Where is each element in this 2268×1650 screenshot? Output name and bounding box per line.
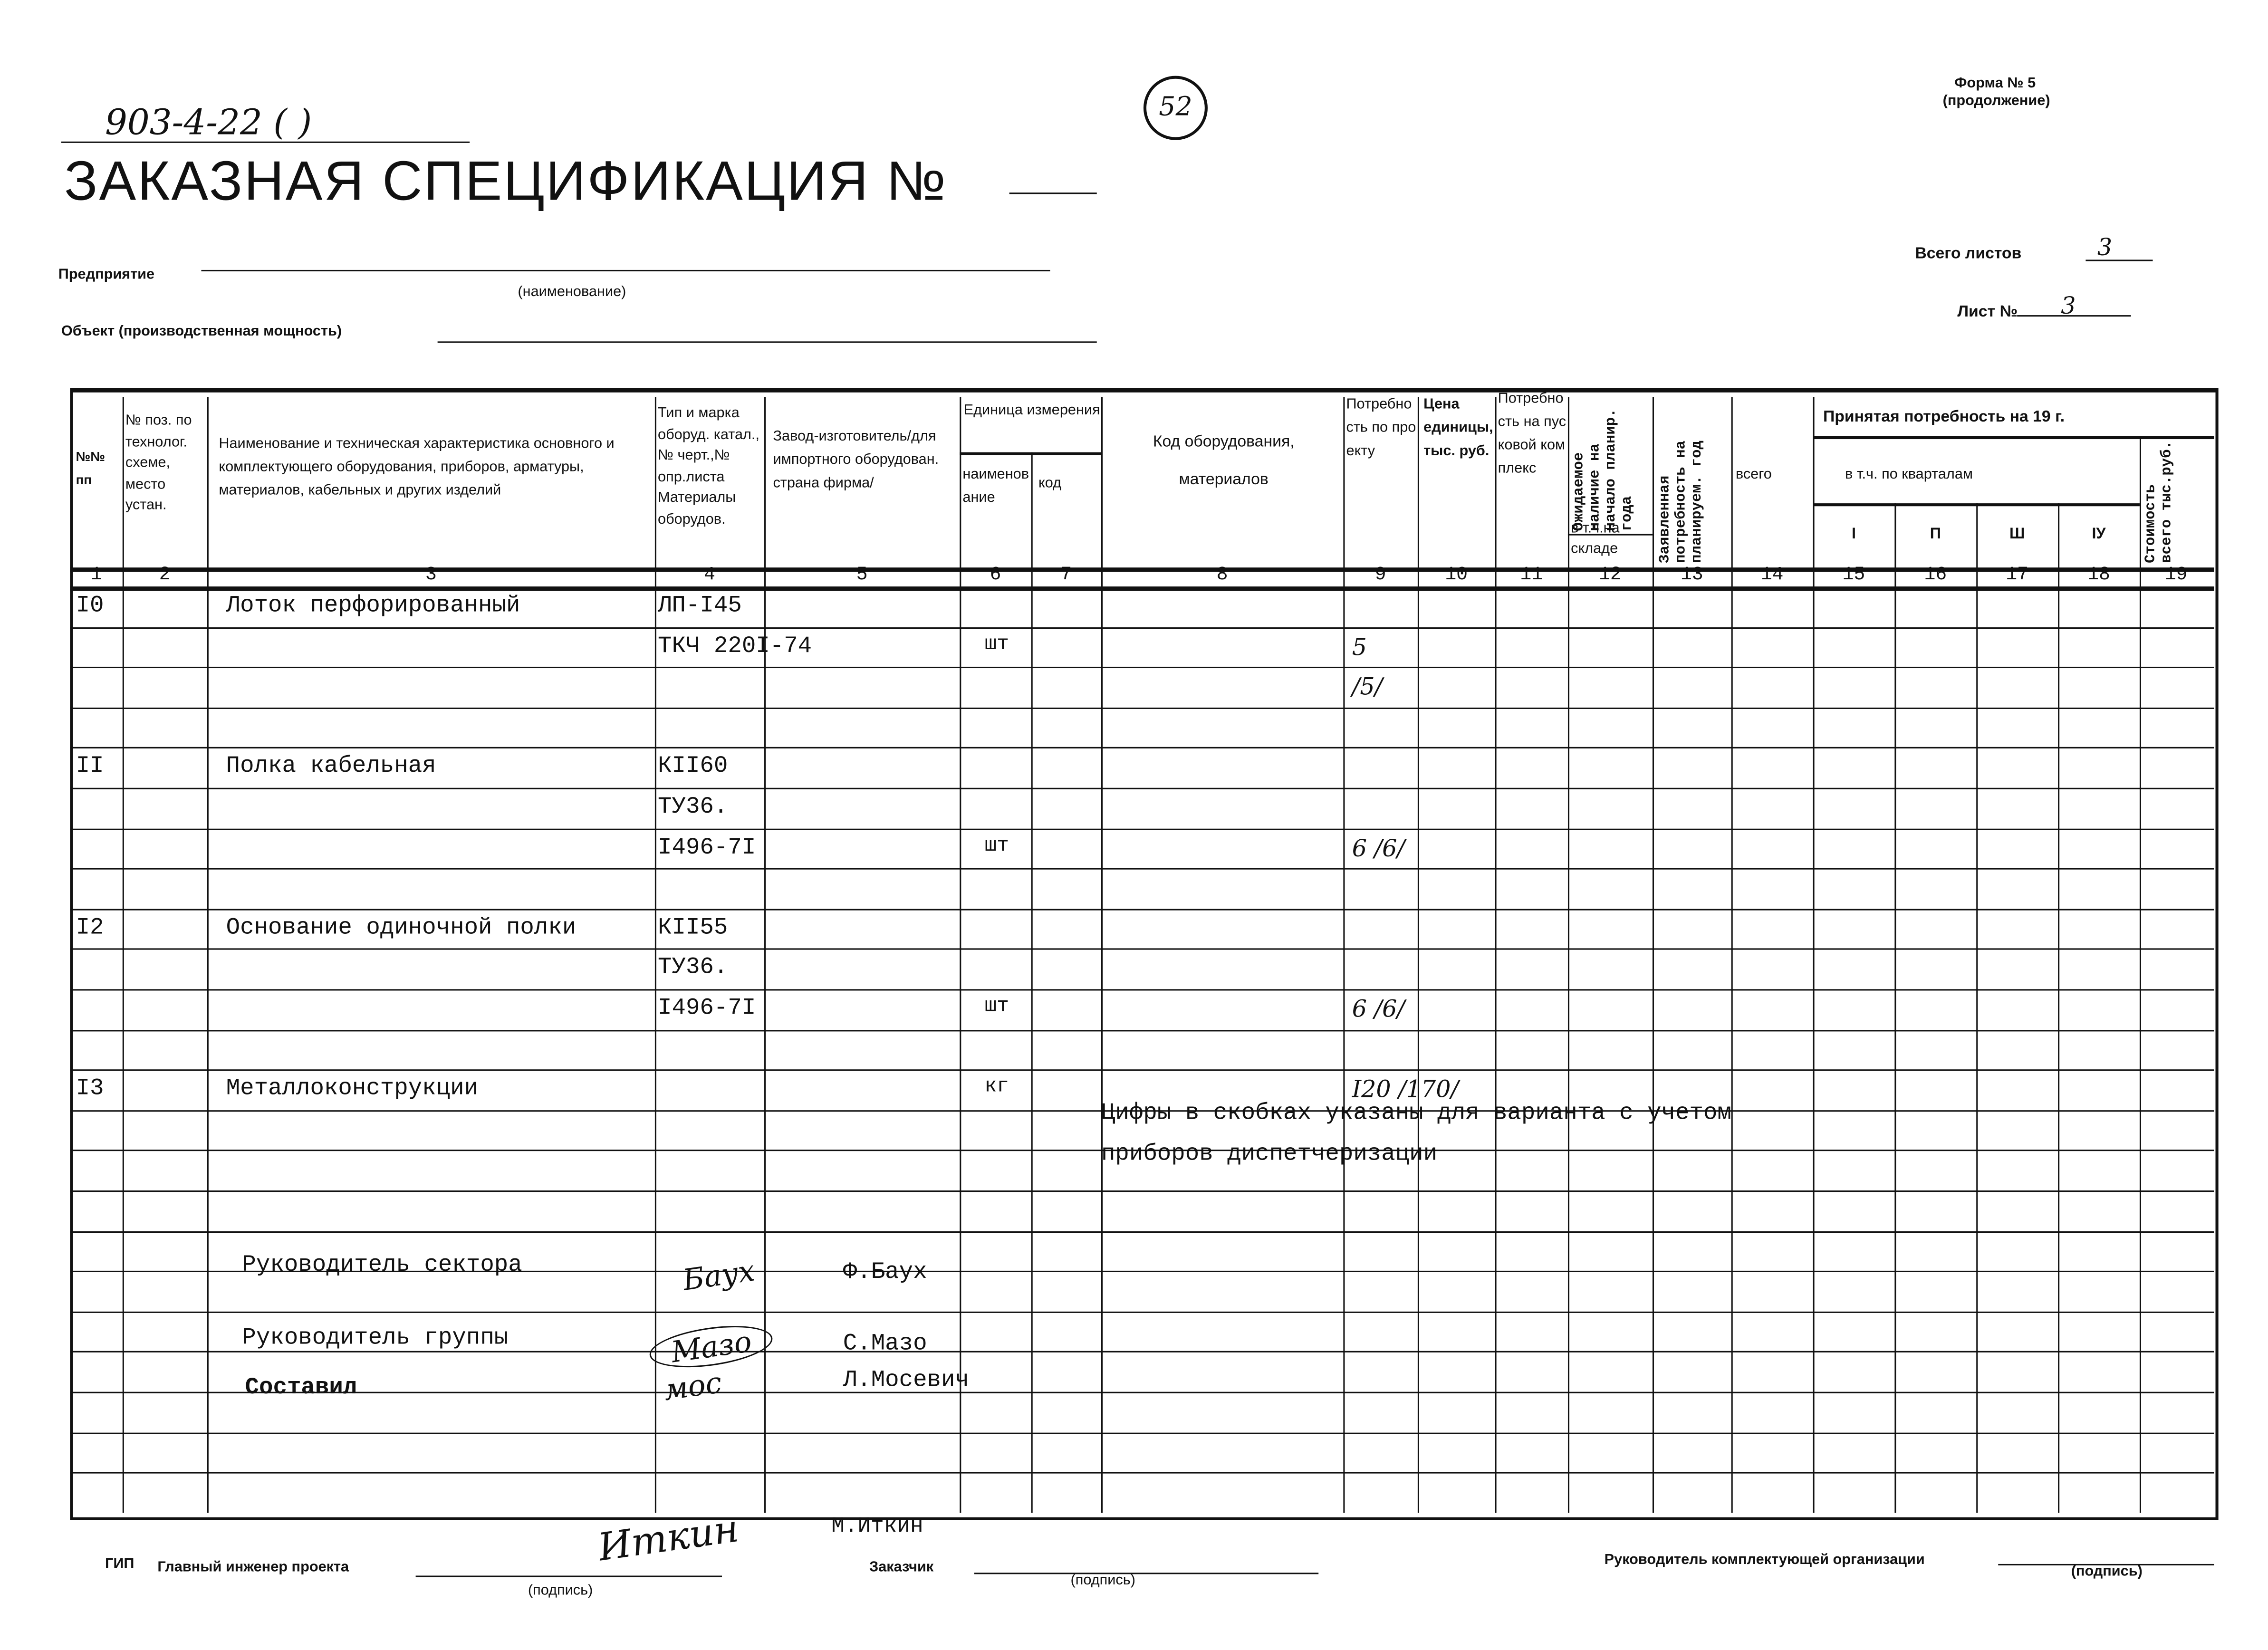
row-divider [70, 1029, 2214, 1031]
col-header-11: Потребность на пусковой комплекс [1498, 391, 1566, 477]
signer-role-sector: Руководитель сектора [242, 1251, 522, 1278]
enterprise-field[interactable] [201, 270, 1050, 271]
row-divider [70, 868, 2214, 870]
sheet-line [2017, 315, 2131, 317]
signer-name-group: С.Мазо [843, 1330, 927, 1357]
column-number: 9 [1374, 563, 1386, 585]
entry-qty: I20 /170/ [1352, 1075, 1459, 1103]
signer-name-compiled: Л.Мосевич [843, 1367, 969, 1393]
col-header-6: наименование [962, 467, 1029, 507]
page-mark: 52 [1144, 76, 1208, 140]
entry-no: I2 [76, 914, 104, 941]
signature-compiled: мос [661, 1364, 724, 1408]
row-divider [70, 1070, 2214, 1071]
column-divider [1976, 503, 1978, 1513]
row-divider [70, 707, 2214, 709]
signature-group: Мазо [647, 1319, 776, 1374]
row-divider [70, 667, 2214, 669]
org-head-label: Руководитель комплектующей организации [1604, 1552, 1925, 1569]
row-divider [70, 1231, 2214, 1232]
row-divider [70, 949, 2214, 950]
object-label: Объект (производственная мощность) [61, 324, 342, 340]
row-divider [70, 1472, 2214, 1474]
entry-qty: /5/ [1352, 672, 1383, 701]
entry-type: I496-7I [658, 834, 756, 860]
column-number: 4 [703, 563, 715, 585]
entry-unit: шт [984, 834, 1009, 857]
entry-name: Лоток перфорированный [226, 592, 520, 619]
row-divider [70, 788, 2214, 789]
form-sub: (продолжение) [1942, 93, 2050, 110]
col-header-16: П [1930, 525, 1941, 543]
chief-signature: Иткин [596, 1507, 742, 1571]
row-divider [70, 1352, 2214, 1353]
entry-no: II [76, 753, 104, 780]
accepted-header: Принятая потребность на 19 г. [1823, 408, 2065, 426]
col-header-15: I [1851, 525, 1856, 543]
row-divider [70, 828, 2214, 829]
column-divider [1894, 503, 1896, 1513]
entry-type: КII55 [658, 914, 728, 941]
column-number: 1 [90, 563, 102, 585]
org-signature-hint: (подпись) [2071, 1564, 2143, 1580]
entry-name: Полка кабельная [226, 753, 436, 780]
entry-type: КII60 [658, 753, 728, 780]
page-title: ЗАКАЗНАЯ СПЕЦИФИКАЦИЯ № [64, 152, 948, 213]
title-number-line [1009, 192, 1097, 194]
entry-type: ЛП-I45 [658, 592, 742, 619]
object-field[interactable] [438, 341, 1097, 343]
entry-name: Металлоконструкции [226, 1075, 479, 1102]
column-number: 13 [1680, 563, 1703, 585]
column-number: 2 [159, 563, 171, 585]
col-header-12: Ожидаемое наличие на начало планир. года [1572, 408, 1637, 531]
col-header-9: Потребность по проекту [1346, 397, 1416, 460]
row-divider [70, 627, 2214, 628]
col-header-18: IУ [2092, 525, 2106, 543]
col-header-3: Наименование и техническая характеристика основного и комплектующего оборудования, приборов, арматуры, материалов, кабельных и других изделий [219, 436, 615, 499]
signer-name-sector: Ф.Баух [843, 1259, 927, 1285]
column-number: 11 [1520, 563, 1543, 585]
column-number: 19 [2164, 563, 2188, 585]
col-header-7: код [1038, 475, 1062, 492]
entry-qty: 6 /6/ [1352, 995, 1405, 1023]
entry-unit: шт [984, 633, 1009, 656]
col-header-1: №№ пп [76, 449, 106, 488]
chief-engineer-label: Главный инженер проекта [157, 1559, 349, 1576]
column-number: 14 [1760, 563, 1784, 585]
col-header-4: Тип и марка оборуд. катал.,№ черт.,№ опр.листа Материалы оборудов. [658, 405, 759, 528]
note-line-2: приборов диспетчеризации [1101, 1141, 1438, 1167]
numbers-bottom-rule [70, 586, 2214, 591]
quarters-header: в т.ч. по кварталам [1845, 467, 1973, 483]
col-header-19: Стоимость всего тыс.руб. [2144, 441, 2176, 563]
column-number: 8 [1216, 563, 1228, 585]
col-header-14: всего [1735, 467, 1772, 483]
entry-name: Основание одиночной полки [226, 914, 577, 941]
chief-signature-line[interactable] [416, 1575, 722, 1577]
note-line-1: Цифры в скобках указаны для варианта с учетом [1101, 1100, 1731, 1126]
entry-type: ТКЧ 220I-74 [658, 633, 812, 659]
customer-signature-hint: (подпись) [1070, 1573, 1135, 1589]
column-number: 18 [2087, 563, 2110, 585]
col-header-10: Цена единицы, тыс. руб. [1423, 397, 1493, 460]
col-header-8: Код оборудования, материалов [1153, 433, 1295, 489]
document-code: 903-4-22 ( ) [105, 102, 312, 143]
column-number: 7 [1060, 563, 1072, 585]
entry-type: I496-7I [658, 995, 756, 1021]
entry-no: I0 [76, 592, 104, 619]
row-divider [70, 1392, 2214, 1393]
col-header-2: № поз. по технолог. схеме, место устан. [125, 412, 192, 514]
unit-header: Единица измерения [963, 403, 1100, 419]
column-number: 6 [990, 563, 1001, 585]
column-divider [2058, 503, 2059, 1513]
column-number: 15 [1842, 563, 1865, 585]
row-divider [70, 909, 2214, 910]
column-divider [1031, 452, 1033, 1513]
entry-type: ТУ36. [658, 954, 728, 981]
row-divider [70, 1190, 2214, 1192]
signature-sector: Баух [680, 1253, 757, 1298]
entry-no: I3 [76, 1075, 104, 1102]
entry-qty: 6 /6/ [1352, 834, 1405, 862]
enterprise-label: Предприятие [58, 267, 155, 283]
entry-unit: шт [984, 995, 1009, 1018]
column-number: 10 [1445, 563, 1468, 585]
col-header-5: Завод-изготовитель/для импортного оборудован. страна фирма/ [773, 429, 939, 492]
row-divider [70, 748, 2214, 749]
gip-label: ГИП [105, 1556, 135, 1573]
column-divider [2140, 436, 2141, 1513]
column-number: 3 [425, 563, 437, 585]
form-label: Форма № 5 [1954, 76, 2036, 92]
column-number: 16 [1924, 563, 1947, 585]
total-sheets-value: 3 [2097, 233, 2113, 261]
quarters-split [1813, 503, 2140, 506]
signer-role-compiled: Составил [245, 1374, 357, 1401]
chief-name: М.Иткин [831, 1514, 923, 1539]
column-number: 17 [2006, 563, 2029, 585]
unit-split [960, 452, 1101, 455]
row-divider [70, 1432, 2214, 1433]
row-divider [70, 1311, 2214, 1313]
sheet-value: 3 [2061, 291, 2076, 320]
column-number: 12 [1598, 563, 1622, 585]
customer-label: Заказчик [869, 1559, 934, 1576]
enterprise-hint: (наименование) [518, 284, 626, 301]
customer-signature-line[interactable] [974, 1573, 1318, 1574]
entry-type: ТУ36. [658, 794, 728, 820]
column-number: 5 [856, 563, 868, 585]
total-sheets-label: Всего листов [1915, 245, 2022, 263]
entry-qty: 5 [1352, 633, 1367, 661]
chief-signature-hint: (подпись) [528, 1583, 593, 1599]
sheet-label: Лист № [1957, 303, 2018, 321]
col-header-17: Ш [2009, 525, 2025, 543]
total-sheets-line [2085, 259, 2153, 261]
entry-unit: кг [984, 1075, 1009, 1099]
col-header-12b: в т.ч.на складе [1571, 520, 1620, 557]
code-underline [61, 142, 470, 143]
signer-role-group: Руководитель группы [242, 1324, 509, 1351]
col-header-13: Заявленная потребность на планируем. год [1658, 441, 1707, 563]
row-divider [70, 989, 2214, 990]
